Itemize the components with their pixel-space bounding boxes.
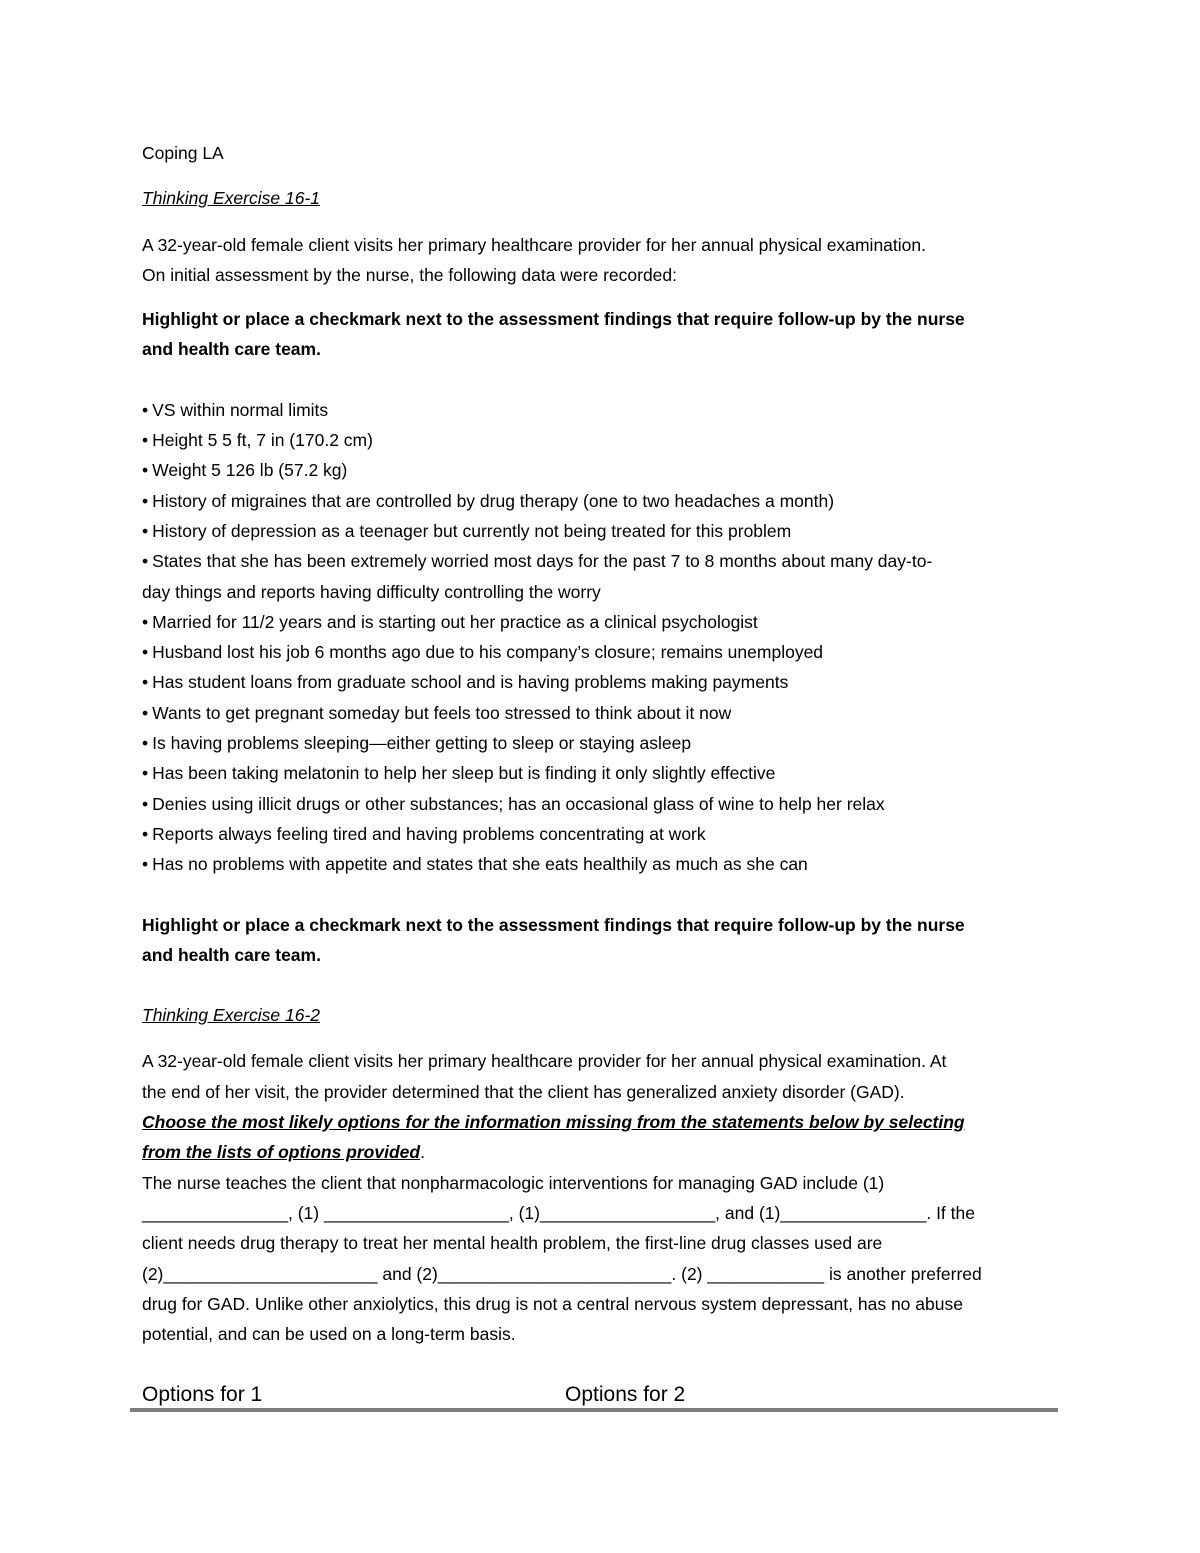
bullet-icon: • (142, 611, 149, 632)
list-item (142, 728, 1062, 758)
exercise-1-intro-line: A 32-year-old female client visits her primary healthcare provider for her annual physical examination. (142, 234, 926, 255)
finding-text: Reports always feeling tired and having problems concentrating at work (152, 823, 706, 844)
bullet-icon: • (142, 520, 149, 541)
bullet-icon: • (142, 854, 149, 875)
exercise-2-line: drug for GAD. Unlike other anxiolytics, this drug is not a central nervous system depressant, has no abuse (142, 1293, 963, 1314)
list-item (142, 607, 1062, 637)
finding-text: Husband lost his job 6 months ago due to his company’s closure; remains unemployed (152, 642, 824, 663)
table-top-border (130, 1408, 1058, 1412)
instruction-line: and health care team. (142, 339, 321, 360)
exercise-1-instruction-repeat (142, 910, 1062, 971)
bullet-icon: • (142, 823, 149, 844)
bullet-icon: • (142, 642, 149, 663)
exercise-2-line: client needs drug therapy to treat her mental health problem, the first-line drug classes used are (142, 1233, 883, 1254)
document-page (142, 138, 1062, 1349)
exercise-2-choose-instruction (142, 1107, 1062, 1137)
bullet-icon: • (142, 399, 149, 420)
finding-text: VS within normal limits (152, 399, 329, 420)
options-for-2-heading: Options for 2 (565, 1383, 686, 1406)
exercise-2-line: The nurse teaches the client that nonpharmacologic interventions for managing GAD include (1) (142, 1172, 885, 1193)
bullet-icon: • (142, 672, 149, 693)
choose-instruction-text: from the lists of options provided (142, 1142, 421, 1163)
options-for-1-heading: Options for 1 (142, 1383, 263, 1406)
list-item (142, 849, 1062, 879)
fill-in-blanks-line: (2)______________________ and (2)________________________. (2) ____________ is another preferred (142, 1263, 982, 1284)
finding-text: Has student loans from graduate school and is having problems making payments (152, 672, 789, 693)
list-item (142, 789, 1062, 819)
finding-text: Wants to get pregnant someday but feels too stressed to think about it now (152, 702, 732, 723)
bullet-icon: • (142, 460, 149, 481)
finding-text: Has been taking melatonin to help her sleep but is finding it only slightly effective (152, 763, 776, 784)
list-item (142, 546, 1062, 607)
exercise-1-intro (142, 230, 1062, 291)
exercise-2-body (142, 1046, 1062, 1349)
finding-text: Denies using illicit drugs or other substances; has an occasional glass of wine to help her relax (152, 793, 885, 814)
list-item (142, 667, 1062, 697)
bullet-icon: • (142, 430, 149, 451)
bullet-icon: • (142, 733, 149, 754)
finding-text: History of migraines that are controlled by drug therapy (one to two headaches a month) (152, 490, 835, 511)
finding-text: History of depression as a teenager but currently not being treated for this problem (152, 520, 792, 541)
list-item (142, 455, 1062, 485)
instruction-line: Highlight or place a checkmark next to the assessment findings that require follow-up by the nurse (142, 914, 965, 935)
exercise-1-instruction (142, 304, 1062, 365)
list-item (142, 698, 1062, 728)
list-item (142, 516, 1062, 546)
exercise-2-heading: Thinking Exercise 16-2 (142, 1005, 320, 1026)
fill-in-blanks-line: _______________, (1) ___________________, (1)__________________, and (1)_______________. If the (142, 1202, 975, 1223)
finding-text: Married for 11/2 years and is starting out her practice as a clinical psychologist (152, 611, 758, 632)
list-item (142, 637, 1062, 667)
list-item (142, 425, 1062, 455)
bullet-icon: • (142, 793, 149, 814)
finding-text: Height 5 5 ft, 7 in (170.2 cm) (152, 430, 373, 451)
assessment-findings-list (142, 395, 1062, 880)
exercise-1-heading: Thinking Exercise 16-1 (142, 188, 320, 209)
instruction-line: Highlight or place a checkmark next to the assessment findings that require follow-up by the nurse (142, 309, 965, 330)
instruction-line: and health care team. (142, 944, 321, 965)
bullet-icon: • (142, 702, 149, 723)
document-title: Coping LA (142, 143, 224, 163)
choose-instruction-period: . (420, 1142, 425, 1163)
finding-text: Is having problems sleeping—either getting to sleep or staying asleep (152, 733, 692, 754)
exercise-1-intro-line: On initial assessment by the nurse, the following data were recorded: (142, 264, 678, 285)
exercise-2-line: potential, and can be used on a long-term basis. (142, 1324, 516, 1345)
list-item (142, 486, 1062, 516)
list-item (142, 758, 1062, 788)
finding-text-continuation: day things and reports having difficulty controlling the worry (142, 581, 601, 602)
exercise-2-line: the end of her visit, the provider determined that the client has generalized anxiety disorder (GAD). (142, 1081, 905, 1102)
choose-instruction-text: Choose the most likely options for the information missing from the statements below by selecting (142, 1112, 965, 1133)
finding-text: Has no problems with appetite and states that she eats healthily as much as she can (152, 854, 808, 875)
list-item (142, 395, 1062, 425)
exercise-2-choose-instruction (142, 1137, 1062, 1167)
bullet-icon: • (142, 763, 149, 784)
bullet-icon: • (142, 490, 149, 511)
bullet-icon: • (142, 551, 149, 572)
list-item (142, 819, 1062, 849)
finding-text: States that she has been extremely worried most days for the past 7 to 8 months about many day-to- (152, 551, 933, 572)
finding-text: Weight 5 126 lb (57.2 kg) (152, 460, 348, 481)
exercise-2-line: A 32-year-old female client visits her primary healthcare provider for her annual physical examination. At (142, 1051, 947, 1072)
